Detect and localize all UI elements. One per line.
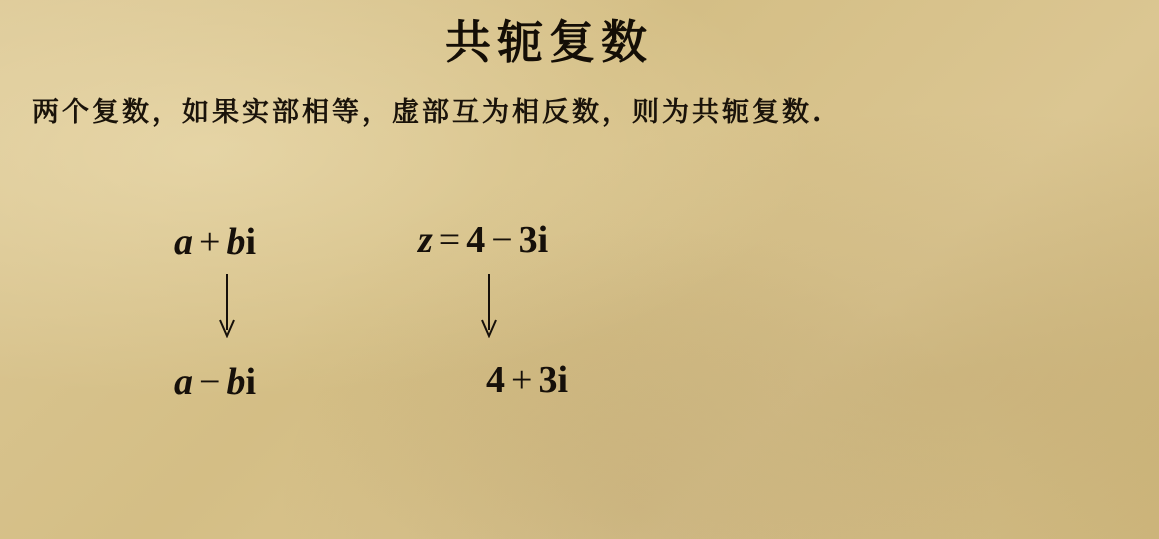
specific-conjugate-expression: [486, 358, 568, 402]
specific-real-part: 4: [466, 219, 486, 261]
general-original-expression: [174, 220, 256, 264]
specific-imag-part: 3i: [518, 219, 549, 261]
general-conj-imag-symbol: b: [226, 361, 246, 403]
general-down-arrow-icon: [218, 274, 236, 338]
general-real-symbol: a: [174, 221, 193, 263]
specific-minus-sign: −: [491, 219, 513, 261]
specific-plus-sign: +: [511, 359, 533, 401]
general-imag-unit: i: [245, 221, 256, 263]
general-plus-sign: +: [199, 221, 221, 263]
specific-original-expression: [418, 218, 548, 262]
general-conjugate-expression: [174, 360, 256, 404]
general-minus-sign: −: [199, 361, 221, 403]
general-conj-real-symbol: a: [174, 361, 193, 403]
general-imag-symbol: b: [226, 221, 246, 263]
specific-conj-imag-part: 3i: [538, 359, 568, 401]
specific-z-symbol: z: [418, 219, 433, 261]
slide-title: 共轭复数: [445, 15, 653, 69]
definition-text: 两个复数，如果实部相等，虚部互为相反数，则为共轭复数.: [32, 97, 825, 128]
specific-down-arrow-icon: [480, 274, 498, 338]
specific-conj-real-part: 4: [486, 359, 505, 401]
specific-equals-sign: =: [438, 219, 461, 261]
general-conj-imag-unit: i: [245, 361, 256, 403]
